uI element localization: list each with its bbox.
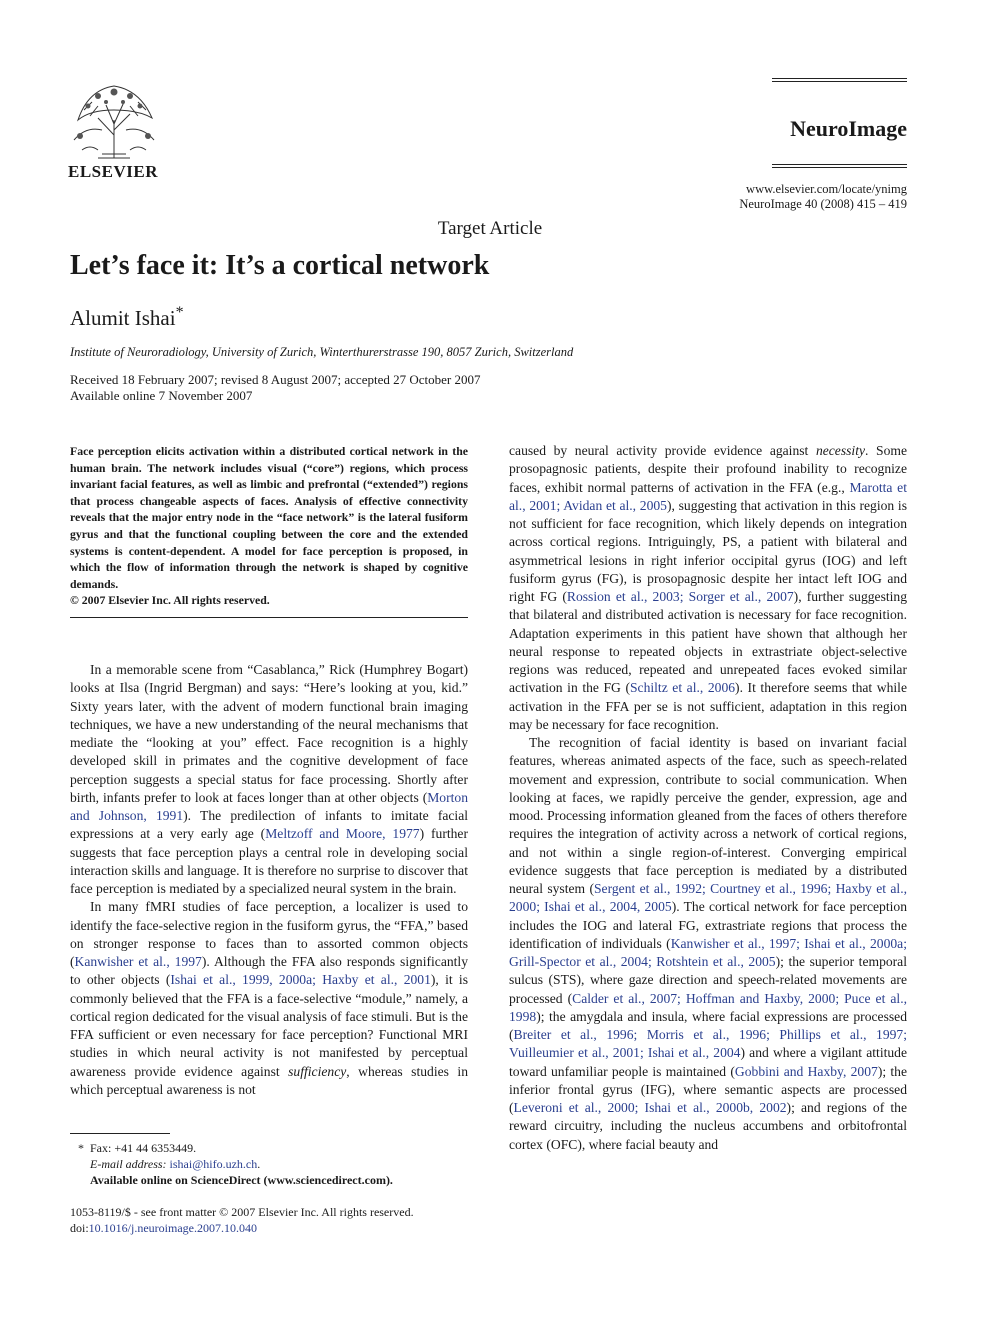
paragraph: In a memorable scene from “Casablanca,” Rick (Humphrey Bogart) looks at Ilsa (Ingrid Bergman) and says: “Here’s looking at you, kid.” Sixty years later, with the advent of modern functional brain imaging techniques, we have a new understanding of the neural mechanisms that mediate the “looking at you” effect. Face recognition is a highly developed skill in primates and the cognitive development of face perception suggests a special status for face processing. Shortly after birth, infants prefer to look at faces longer than at other objects (Morton and Johnson, 1991). The predilection of infants to imitate facial expressions at a very early age (Meltzoff and Moore, 1977) further suggests that face perception plays a central role in developing social interaction skills and language. It is therefore no surprise to discover that face perception is mediated by a specialized neural system in the brain. [70, 662, 468, 896]
abstract [70, 443, 468, 609]
citation-link[interactable]: Morton and Johnson, 1991 [70, 789, 468, 823]
citation-link[interactable]: Sergent et al., 1992; Courtney et al., 1996; Haxby et al., 2000; Ishai et al., 2004, 2005 [509, 881, 907, 915]
article-type: Target Article [437, 218, 543, 239]
elsevier-logo [68, 80, 163, 182]
issn-copyright: 1053-8119/$ - see front matter © 2007 Elsevier Inc. All rights reserved. [70, 1205, 414, 1219]
citation-link[interactable]: Leveroni et al., 2000; Ishai et al., 2000b, 2002 [513, 1100, 787, 1115]
citation-link[interactable]: Kanwisher et al., 1997 [74, 954, 202, 969]
received-dates: Received 18 February 2007; revised 8 August 2007; accepted 27 October 2007 [70, 372, 481, 387]
citation-link[interactable]: Marotta et al., 2001; Avidan et al., 2005 [509, 479, 907, 513]
citation-link[interactable]: Kanwisher et al., 1997; Ishai et al., 2000a; Grill-Spector et al., 2004; Rotshtein et al., 2005 [509, 935, 907, 969]
citation-link[interactable]: Gobbini and Haxby, 2007 [734, 1063, 878, 1079]
abstract-text: Face perception elicits activation within a distributed cortical network in the human brain. The network includes visual (“core”) regions, which process invariant facial features, as well as limbic and prefrontal (“extended”) regions that process changeable aspects of faces. Analysis of effective connectivity reveals that the major entry node in the “face network” is the lateral fusiform gyrus and that the functional coupling between the core and the extended systems is content-dependent. A model for face perception is proposed, in which the flow of information through the network is shaped by cognitive demands. [70, 444, 468, 591]
citation-link[interactable]: Rossion et al., 2003; Sorger et al., 2007 [566, 589, 794, 604]
body-column-left [70, 661, 468, 1099]
citation-link[interactable]: Schiltz et al., 2006 [629, 680, 736, 696]
citation-link[interactable]: Breiter et al., 1996; Morris et al., 1996; Phillips et al., 1997; Vuilleumier et al., 2001; Ishai et al., 2004 [509, 1027, 907, 1061]
available-date: Available online 7 November 2007 [70, 388, 253, 403]
body-column-right [509, 442, 907, 1154]
publisher-name: ELSEVIER [68, 162, 158, 181]
article-title: Let’s face it: It’s a cortical network [70, 250, 490, 281]
top-rule [772, 78, 907, 82]
author [70, 304, 184, 331]
abstract-rule [70, 617, 468, 618]
affiliation: Institute of Neuroradiology, University of Zurich, Winterthurerstrasse 190, 8057 Zurich, Switzerland [70, 345, 574, 359]
journal-name: NeuroImage [790, 116, 907, 141]
paragraph: In many fMRI studies of face perception, a localizer is used to identify the face-selective region in the fusiform gyrus, the “FFA,” based on stronger response to faces than to assorted common objects (Kanwisher et al., 1997). Although the FFA also responds significantly to other objects (Ishai et al., 1999, 2000a; Haxby et al., 2001), it is commonly believed that the FFA is a face-selective “module,” namely, a cortical region dedicated for the visual analysis of face stimuli. But is the FFA sufficient or even necessary for face perception? Functional MRI studies in which neural activity is not manifested by perceptual awareness provide evidence against sufficiency, whereas studies in which perceptual awareness is not [70, 899, 469, 1097]
doi-link[interactable]: 10.1016/j.neuroimage.2007.10.040 [88, 1221, 257, 1235]
journal-meta [739, 182, 907, 212]
footnote-availability: Available online on ScienceDirect (www.sciencedirect.com). [90, 1173, 393, 1187]
doi-line: doi:10.1016/j.neuroimage.2007.10.040 [70, 1221, 257, 1235]
email-link[interactable]: ishai@hifo.uzh.ch [169, 1157, 258, 1171]
footnote-email: E-mail address: ishai@hifo.uzh.ch. [90, 1157, 261, 1171]
citation-link[interactable]: Ishai et al., 1999, 2000a; Haxby et al., 2001 [170, 972, 431, 988]
author-name[interactable]: Alumit Ishai [70, 306, 176, 330]
journal-url[interactable]: www.elsevier.com/locate/ynimg [746, 182, 907, 196]
front-matter [70, 1204, 414, 1236]
journal-block [772, 78, 907, 168]
bottom-rule [772, 164, 907, 168]
citation-link[interactable]: Calder et al., 2007; Hoffman and Haxby, 2000; Puce et al., 1998 [509, 990, 907, 1024]
paragraph: The recognition of facial identity is based on invariant facial features, whereas animated aspects of the face, such as speech-related movement and expression, contribute to social communication. When looking at faces, we rapidly perceive the gender, expression, age and mood. Processing information gleaned from the faces of others therefore requires the integration of activity across a network of cortical regions, and not within a single region-of-interest. Converging empirical evidence suggests that face perception is mediated by a distributed neural system (Sergent et al., 1992; Courtney et al., 1996; Haxby et al., 2000; Ishai et al., 2004, 2005). The cortical network for face perception includes the IOG and lateral FG, extrastriate regions that process the identification of individuals (Kanwisher et al., 1997; Ishai et al., 2000a; Grill-Spector et al., 2004; Rotshtein et al., 2005); the superior temporal sulcus (STS), where gaze direction and speech-related movements are processed (Calder et al., 2007; Hoffman and Haxby, 2000; Puce et al., 1998); the amygdala and insula, where facial expressions are processed (Breiter et al., 1996; Morris et al., 1996; Phillips et al., 1997; Vuilleumier et al., 2001; Ishai et al., 2004) and where a vigilant attitude toward unfamiliar people is maintained (Gobbini and Haxby, 2007); the inferior frontal gyrus (IFG), where semantic aspects are processed (Leveroni et al., 2000; Ishai et al., 2000b, 2002); and regions of the reward circuitry, including the nucleus accumbens and orbitofrontal cortex (OFC), where facial beauty and [509, 735, 908, 1152]
author-footnote-mark[interactable]: * [175, 304, 184, 321]
footnote-rule [70, 1133, 170, 1134]
footnote-fax: * Fax: +41 44 6353449. [78, 1141, 197, 1155]
citation-link[interactable]: Meltzoff and Moore, 1977 [265, 826, 420, 842]
dates [70, 372, 480, 404]
abstract-copyright: © 2007 Elsevier Inc. All rights reserved. [70, 593, 270, 608]
elsevier-tree-icon [68, 80, 160, 160]
footnote [78, 1140, 478, 1188]
paragraph: caused by neural activity provide evidence against necessity. Some prosopagnosic patients, despite their profound inability to recognize faces, exhibit normal patterns of activation in the FFA (e.g., Marotta et al., 2001; Avidan et al., 2005), suggesting that activation in this region is not sufficient for face recognition, which likely depends on integration across cortical regions. Intriguingly, PS, a patient with bilateral and asymmetrical lesions in right inferior occipital gyrus (IOG) and left fusiform gyrus (FG), is prosopagnosic despite her intact left IOG and right FG (Rossion et al., 2003; Sorger et al., 2007), further suggesting that bilateral and distributed activation is necessary for face recognition. Adaptation experiments in this patient have shown that although her neural response to repeated objects in extrastriate object-selective regions was reduced, repeated and unrepeated faces evoked similar activation in the FG (Schiltz et al., 2006). It therefore seems that while activation in the FFA per se is not sufficient, adaptation in this region may be necessary for face recognition. [509, 443, 908, 732]
journal-citation: NeuroImage 40 (2008) 415 – 419 [739, 197, 907, 211]
